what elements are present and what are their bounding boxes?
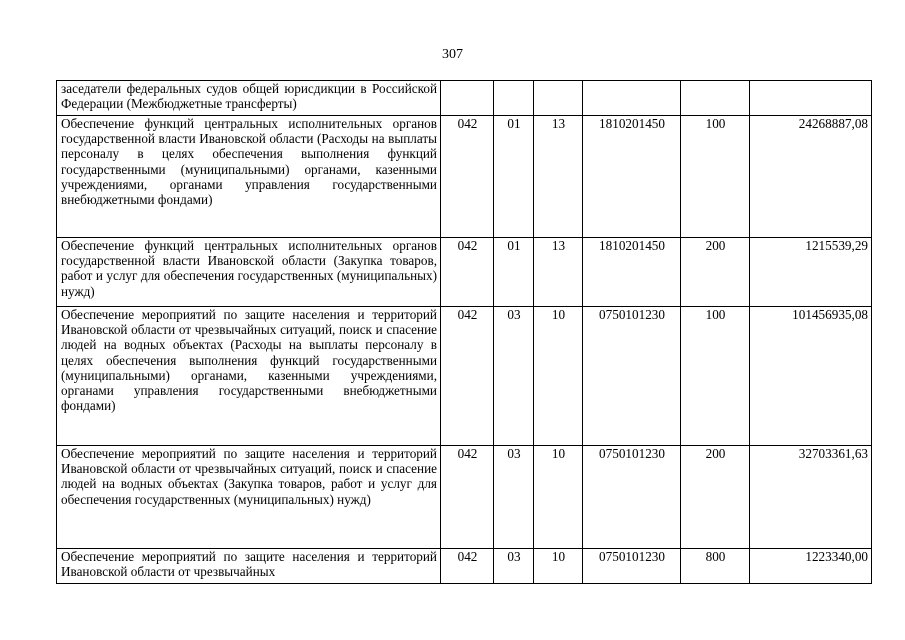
table-row bbox=[57, 238, 872, 307]
row-expense-type: 100 bbox=[681, 307, 750, 446]
row-amount: 1223340,00 bbox=[750, 549, 872, 584]
row-description: Обеспечение мероприятий по защите населения и территорий Ивановской области от чрезвычайных ситуаций, поиск и спасение людей на водных объектах (Закупка товаров, работ и услуг для обеспечения государственных (муниципальных) нужд) bbox=[57, 446, 441, 549]
row-expense-type: 200 bbox=[681, 238, 750, 307]
table-row bbox=[57, 81, 872, 116]
row-grbs-code: 042 bbox=[441, 549, 494, 584]
row-target-article: 0750101230 bbox=[583, 446, 681, 549]
row-section-code: 03 bbox=[494, 307, 534, 446]
row-expense-type: 800 bbox=[681, 549, 750, 584]
row-description: Обеспечение мероприятий по защите населения и территорий Ивановской области от чрезвычайных bbox=[57, 549, 441, 584]
row-amount bbox=[750, 81, 872, 116]
row-grbs-code: 042 bbox=[441, 116, 494, 238]
table-row bbox=[57, 116, 872, 238]
page-number: 307 bbox=[442, 47, 463, 62]
row-description: заседатели федеральных судов общей юрисдикции в Российской Федерации (Межбюджетные трансферты) bbox=[57, 81, 441, 116]
row-amount: 1215539,29 bbox=[750, 238, 872, 307]
row-subsection-code: 10 bbox=[534, 307, 583, 446]
table-row bbox=[57, 549, 872, 584]
row-target-article: 0750101230 bbox=[583, 307, 681, 446]
row-description: Обеспечение функций центральных исполнительных органов государственной власти Ивановской области (Расходы на выплаты персоналу в целях обеспечения выполнения функций государственными (муниципальными) органами, казенными учреждениями, органами управления государственными внебюджетными фондами) bbox=[57, 116, 441, 238]
row-subsection-code: 13 bbox=[534, 116, 583, 238]
row-subsection-code bbox=[534, 81, 583, 116]
row-description: Обеспечение функций центральных исполнительных органов государственной власти Ивановской области (Закупка товаров, работ и услуг для обеспечения государственных (муниципальных) нужд) bbox=[57, 238, 441, 307]
row-section-code bbox=[494, 81, 534, 116]
row-subsection-code: 10 bbox=[534, 549, 583, 584]
row-amount: 101456935,08 bbox=[750, 307, 872, 446]
row-grbs-code bbox=[441, 81, 494, 116]
row-expense-type bbox=[681, 81, 750, 116]
row-grbs-code: 042 bbox=[441, 307, 494, 446]
row-section-code: 03 bbox=[494, 549, 534, 584]
row-section-code: 01 bbox=[494, 116, 534, 238]
row-target-article bbox=[583, 81, 681, 116]
table-row bbox=[57, 446, 872, 549]
row-amount: 32703361,63 bbox=[750, 446, 872, 549]
row-description: Обеспечение мероприятий по защите населения и территорий Ивановской области от чрезвычайных ситуаций, поиск и спасение людей на водных объектах (Расходы на выплаты персоналу в целях обеспечения выполнения функций государственными (муниципальными) органами, казенными учреждениями, органами управления государственными внебюджетными фондами) bbox=[57, 307, 441, 446]
row-expense-type: 200 bbox=[681, 446, 750, 549]
row-grbs-code: 042 bbox=[441, 238, 494, 307]
budget-table bbox=[56, 80, 872, 584]
row-target-article: 1810201450 bbox=[583, 116, 681, 238]
row-section-code: 03 bbox=[494, 446, 534, 549]
row-grbs-code: 042 bbox=[441, 446, 494, 549]
row-subsection-code: 13 bbox=[534, 238, 583, 307]
row-subsection-code: 10 bbox=[534, 446, 583, 549]
row-amount: 24268887,08 bbox=[750, 116, 872, 238]
row-expense-type: 100 bbox=[681, 116, 750, 238]
row-section-code: 01 bbox=[494, 238, 534, 307]
row-target-article: 1810201450 bbox=[583, 238, 681, 307]
table-row bbox=[57, 307, 872, 446]
row-target-article: 0750101230 bbox=[583, 549, 681, 584]
